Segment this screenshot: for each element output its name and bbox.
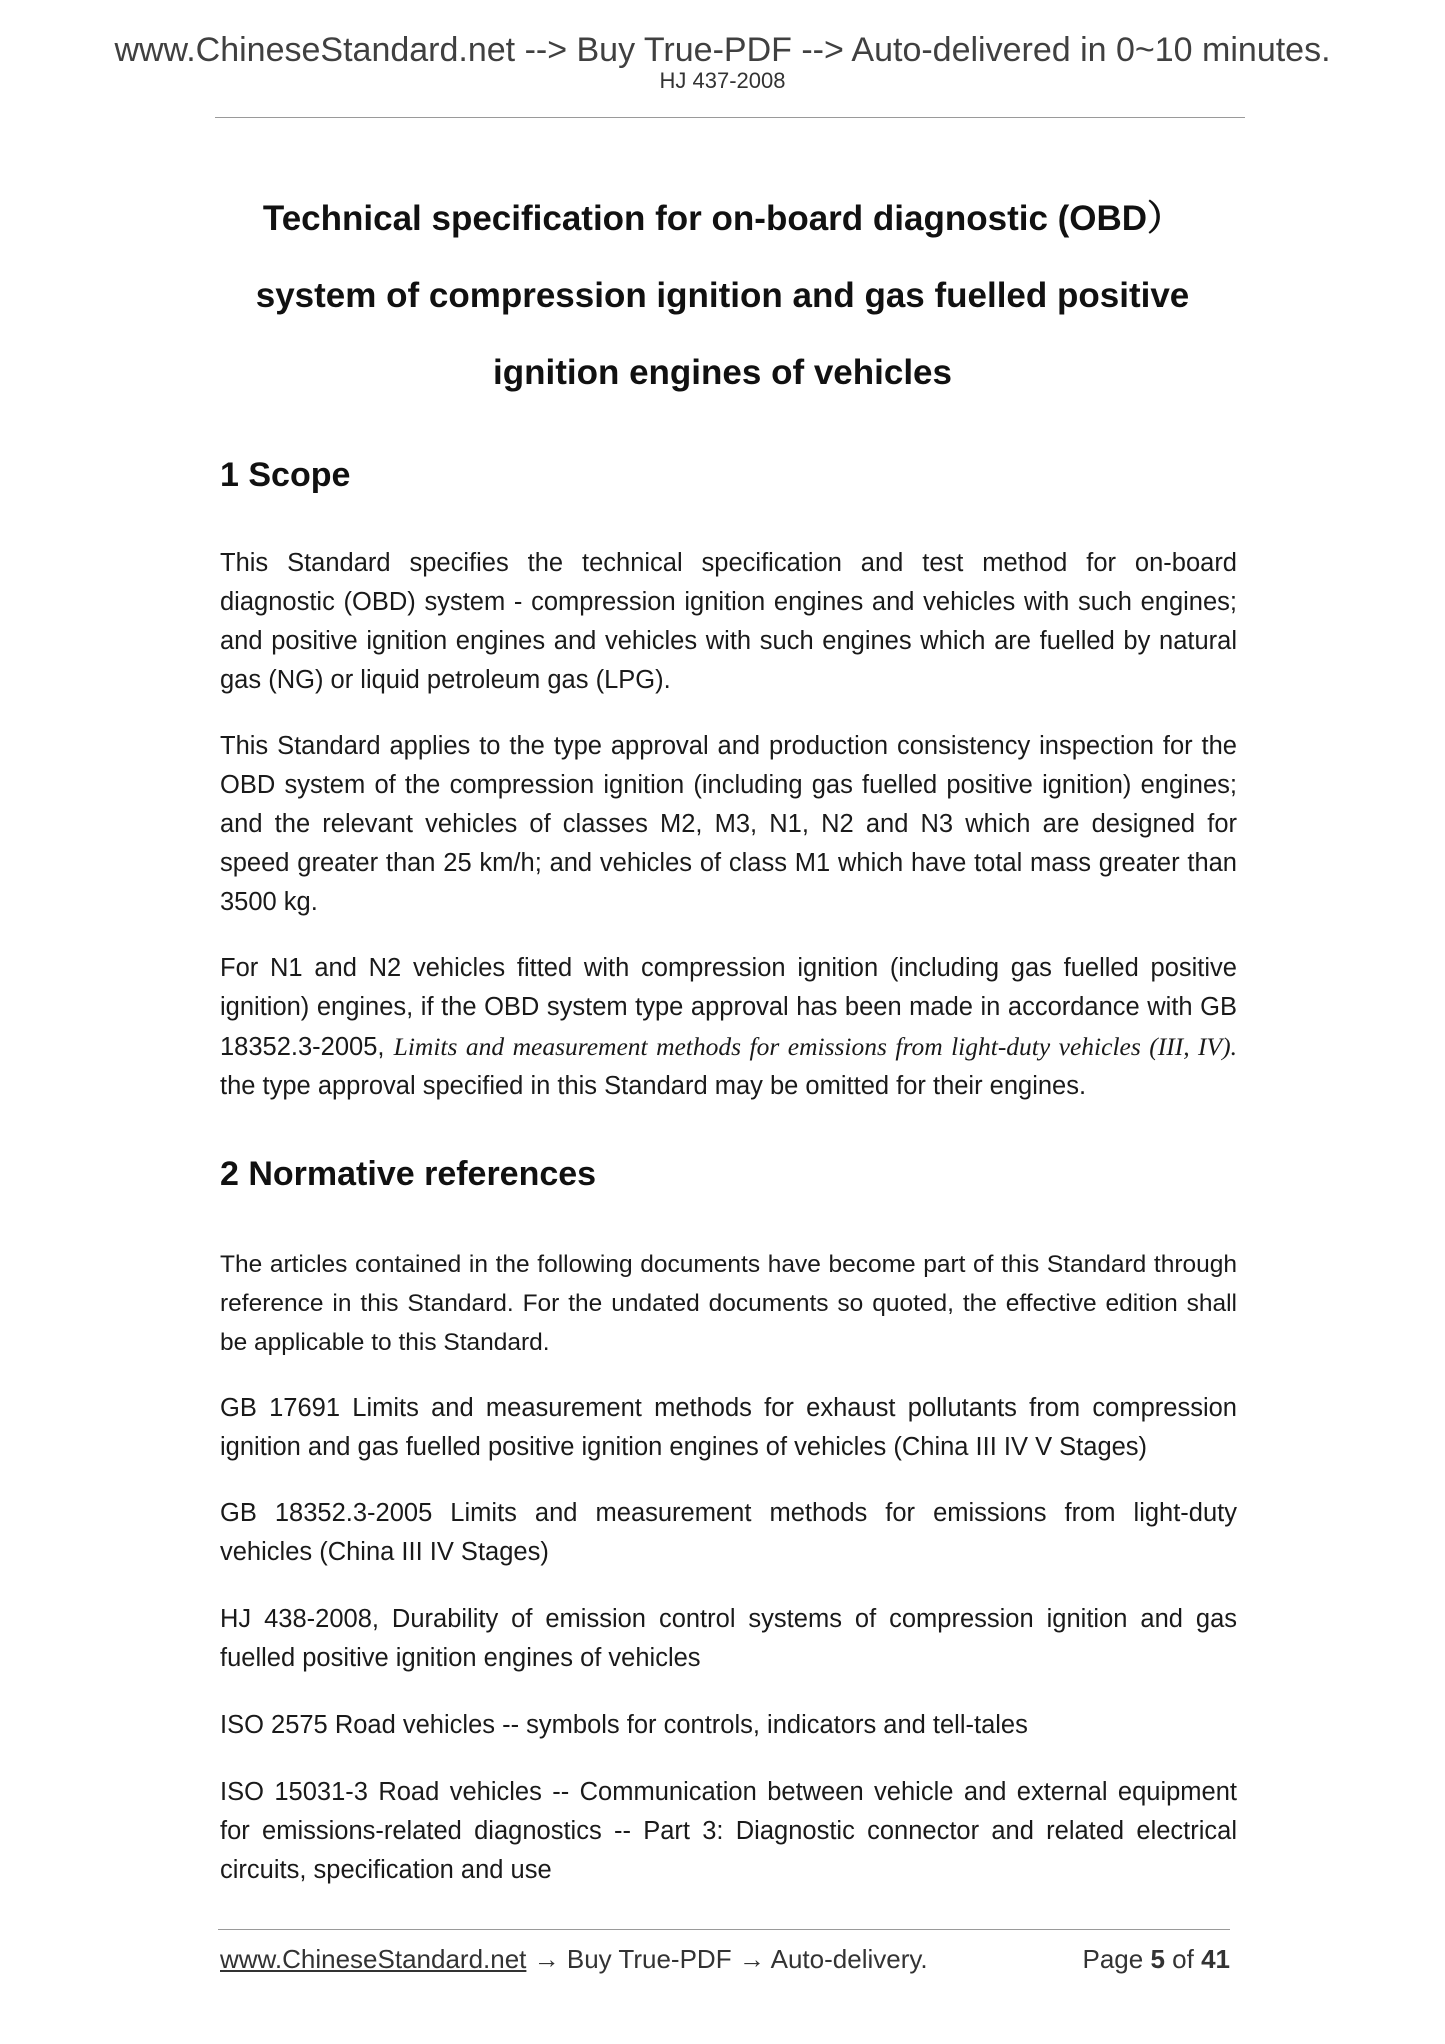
page-number: 5 xyxy=(1150,1944,1165,1974)
site-banner: www.ChineseStandard.net --> Buy True-PDF --> Auto-delivered in 0~10 minutes. xyxy=(114,31,1331,69)
references-intro: The articles contained in the following documents have become part of this Standard through reference in this Standard. For the undated documents so quoted, the effective edition shall be applicable to this Standard. xyxy=(220,1251,1237,1356)
footer-site-link[interactable]: www.ChineseStandard.net xyxy=(220,1944,527,1974)
title-line-1: Technical specification for on-board diagnostic (OBD） xyxy=(262,199,1183,238)
reference-item: HJ 438-2008, Durability of emission control systems of compression ignition and gas fuelled positive ignition engines of vehicles xyxy=(220,1605,1237,1672)
page-footer xyxy=(220,1944,1230,1984)
title-line-3: ignition engines of vehicles xyxy=(493,353,952,392)
scope-paragraph-2: This Standard applies to the type approval and production consistency inspection for the OBD system of the compression ignition (including gas fuelled positive ignition) engines; and the relevant vehicles of classes M2, M3, N1, N2 and N3 which are designed for speed greater than 25 km/h; and vehicles of class M1 which have total mass greater than 3500 kg. xyxy=(220,732,1237,916)
reference-item: ISO 2575 Road vehicles -- symbols for controls, indicators and tell-tales xyxy=(220,1711,1028,1739)
scope-paragraph-3 xyxy=(220,949,1237,1106)
scope-paragraph-1: This Standard specifies the technical specification and test method for on-board diagnostic (OBD) system - compression ignition engines and vehicles with such engines; and positive ignition engines and vehicles with such engines which are fuelled by natural gas (NG) or liquid petroleum gas (LPG). xyxy=(220,549,1237,694)
section-heading-scope: 1 Scope xyxy=(220,456,351,494)
page-total: 41 xyxy=(1201,1944,1230,1974)
arrow-icon: → xyxy=(738,1944,765,1974)
footer-delivery-text: Auto-delivery. xyxy=(770,1944,928,1974)
reference-item: ISO 15031-3 Road vehicles -- Communication between vehicle and external equipment for emissions-related diagnostics -- Part 3: Diagnostic connector and related electrical circuits, specification and use xyxy=(220,1778,1237,1884)
footer-divider xyxy=(218,1929,1230,1930)
section-heading-normative-references: 2 Normative references xyxy=(220,1155,597,1193)
scope-p3-text-start: For N1 and N2 vehicles fitted with compression ignition (including gas fuelled positive ignition) engines, if the OBD system type approval has been made in accordance with GB 18352.3-2005, xyxy=(220,954,1237,1061)
reference-item: GB 17691 Limits and measurement methods for exhaust pollutants from compression ignition and gas fuelled positive ignition engines of vehicles (China III IV V Stages) xyxy=(220,1394,1237,1461)
footer-buy-text: Buy True-PDF xyxy=(566,1944,732,1974)
arrow-icon: → xyxy=(533,1944,560,1974)
scope-p3-text-end: the type approval specified in this Standard may be omitted for their engines. xyxy=(220,1072,1087,1100)
scope-p3-citation: Limits and measurement methods for emissions from light-duty vehicles (III, IV). xyxy=(393,1032,1237,1061)
document-title xyxy=(200,180,1245,411)
header-divider xyxy=(215,117,1245,118)
page-indicator xyxy=(1082,1944,1230,1975)
document-id: HJ 437-2008 xyxy=(659,68,786,93)
reference-item: GB 18352.3-2005 Limits and measurement methods for emissions from light-duty vehicles (China III IV Stages) xyxy=(220,1499,1237,1566)
of-label: of xyxy=(1172,1944,1194,1974)
page-label: Page xyxy=(1082,1944,1144,1974)
title-line-2: system of compression ignition and gas fuelled positive xyxy=(255,276,1190,315)
